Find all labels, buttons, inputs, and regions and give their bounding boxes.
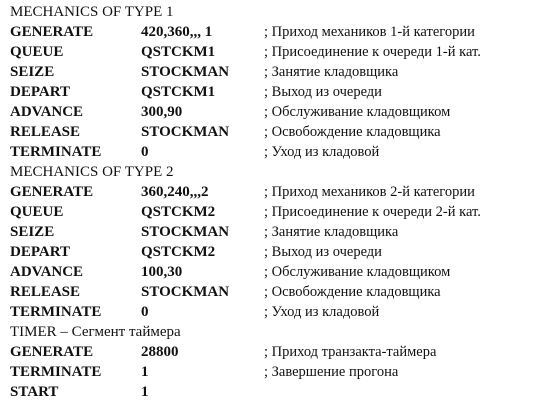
code-line bbox=[0, 102, 537, 122]
block-arg: 100,30 bbox=[141, 264, 183, 280]
block-arg: STOCKMAN bbox=[141, 284, 230, 300]
block-op: GENERATE bbox=[10, 184, 94, 200]
block-comment: ; Приход механиков 2-й категории bbox=[264, 184, 475, 200]
block-op: GENERATE bbox=[10, 344, 94, 360]
code-line bbox=[0, 362, 537, 382]
block-arg: QSTCKM2 bbox=[141, 204, 216, 220]
code-line bbox=[0, 182, 537, 202]
block-arg: 420,360,,, 1 bbox=[141, 24, 213, 40]
block-comment: ; Приход транзакта-таймера bbox=[264, 344, 437, 360]
block-arg: 1 bbox=[141, 364, 149, 380]
block-arg: 0 bbox=[141, 144, 149, 160]
code-line bbox=[0, 42, 537, 62]
section-heading: MECHANICS OF TYPE 2 bbox=[10, 164, 174, 180]
block-arg: STOCKMAN bbox=[141, 64, 230, 80]
block-comment: ; Завершение прогона bbox=[264, 364, 399, 380]
block-op: DEPART bbox=[10, 244, 71, 260]
block-op: QUEUE bbox=[10, 44, 64, 60]
block-op: RELEASE bbox=[10, 284, 81, 300]
code-line bbox=[0, 142, 537, 162]
block-comment: ; Освобождение кладовщика bbox=[264, 284, 441, 300]
block-arg: 1 bbox=[141, 384, 149, 400]
block-comment: ; Обслуживание кладовщиком bbox=[264, 104, 451, 120]
block-op: START bbox=[10, 384, 59, 400]
block-comment: ; Занятие кладовщика bbox=[264, 64, 399, 80]
block-op: ADVANCE bbox=[10, 264, 84, 280]
block-arg: 360,240,,,2 bbox=[141, 184, 209, 200]
block-arg: 28800 bbox=[141, 344, 179, 360]
section-heading: MECHANICS OF TYPE 1 bbox=[10, 4, 174, 20]
block-arg: 300,90 bbox=[141, 104, 183, 120]
block-op: RELEASE bbox=[10, 124, 81, 140]
block-arg: 0 bbox=[141, 304, 149, 320]
code-line bbox=[0, 302, 537, 322]
block-comment: ; Обслуживание кладовщиком bbox=[264, 264, 451, 280]
block-op: GENERATE bbox=[10, 24, 94, 40]
block-arg: QSTCKM1 bbox=[141, 44, 216, 60]
code-line bbox=[0, 222, 537, 242]
block-arg: QSTCKM1 bbox=[141, 84, 216, 100]
code-line bbox=[0, 262, 537, 282]
block-comment: ; Уход из кладовой bbox=[264, 144, 380, 160]
block-op: QUEUE bbox=[10, 204, 64, 220]
block-op: DEPART bbox=[10, 84, 71, 100]
block-comment: ; Занятие кладовщика bbox=[264, 224, 399, 240]
block-op: SEIZE bbox=[10, 224, 55, 240]
code-line bbox=[0, 342, 537, 362]
block-comment: ; Приход механиков 1-й категории bbox=[264, 24, 475, 40]
block-comment: ; Освобождение кладовщика bbox=[264, 124, 441, 140]
code-line bbox=[0, 382, 537, 402]
code-line bbox=[0, 122, 537, 142]
block-op: TERMINATE bbox=[10, 144, 102, 160]
block-comment: ; Уход из кладовой bbox=[264, 304, 380, 320]
block-op: SEIZE bbox=[10, 64, 55, 80]
code-line bbox=[0, 242, 537, 262]
block-op: ADVANCE bbox=[10, 104, 84, 120]
code-line bbox=[0, 62, 537, 82]
code-line bbox=[0, 22, 537, 42]
block-comment: ; Выход из очереди bbox=[264, 244, 382, 260]
block-arg: QSTCKM2 bbox=[141, 244, 216, 260]
block-comment: ; Выход из очереди bbox=[264, 84, 382, 100]
block-arg: STOCKMAN bbox=[141, 224, 230, 240]
code-line bbox=[0, 202, 537, 222]
block-comment: ; Присоединение к очереди 1-й кат. bbox=[264, 44, 481, 60]
block-arg: STOCKMAN bbox=[141, 124, 230, 140]
section-heading: TIMER – Сегмент таймера bbox=[10, 324, 181, 340]
block-op: TERMINATE bbox=[10, 304, 102, 320]
code-line bbox=[0, 82, 537, 102]
block-op: TERMINATE bbox=[10, 364, 102, 380]
code-line bbox=[0, 282, 537, 302]
block-comment: ; Присоединение к очереди 2-й кат. bbox=[264, 204, 481, 220]
